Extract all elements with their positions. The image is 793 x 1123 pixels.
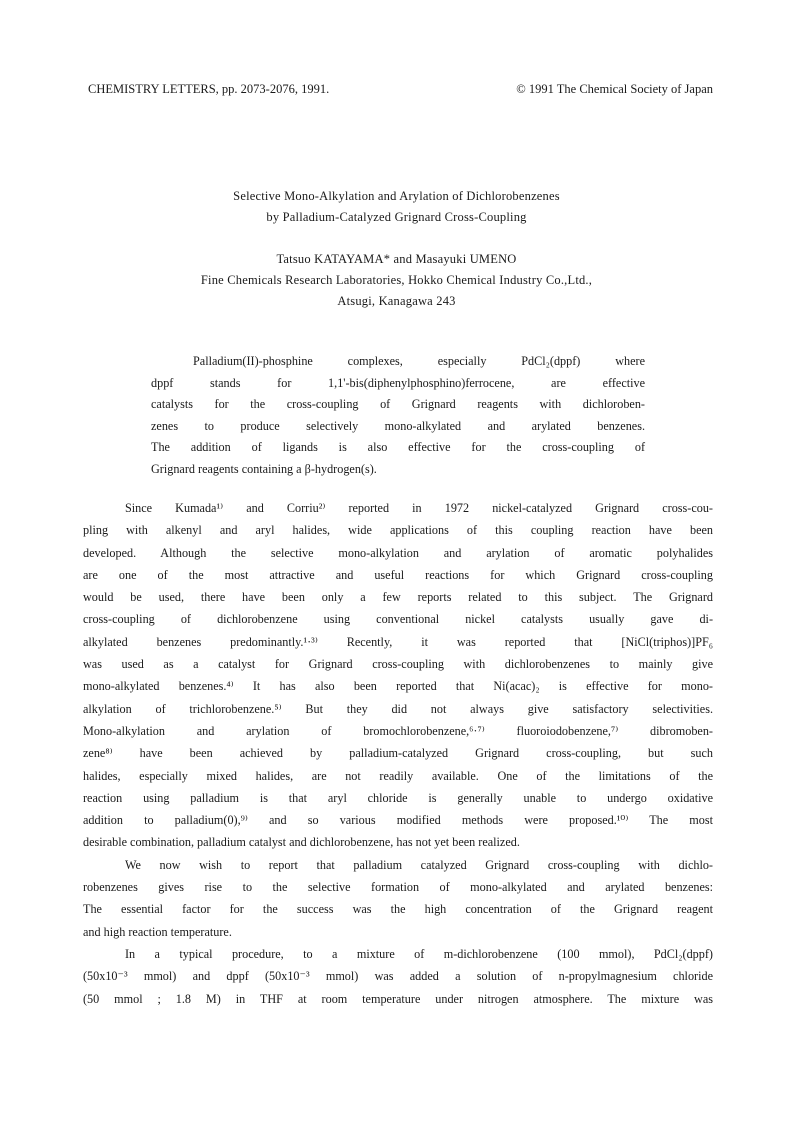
body-text (83, 497, 713, 1010)
body-line: (50 mmol ; 1.8 M) in THF at room temperature under nitrogen atmosphere. The mixture was (83, 991, 713, 1006)
body-line: reaction using palladium is that aryl chloride is generally unable to undergo oxidative (83, 790, 713, 805)
body-line: robenzenes gives rise to the selective formation of mono-alkylated and arylated benzenes: (83, 880, 713, 895)
body-line: was used as a catalyst for Grignard cross-coupling with dichlorobenzenes to mainly give (83, 657, 713, 672)
body-line: cross-coupling of dichlorobenzene using conventional nickel catalysts usually gave di- (83, 612, 713, 627)
body-line: mono-alkylated benzenes.⁴⁾ It has also been reported that Ni(acac)₂ is effective for mono- (83, 679, 713, 694)
abstract-line: Palladium(II)-phosphine complexes, especially PdCl₂(dppf) where (193, 354, 645, 368)
author-names: Tatsuo KATAYAMA* and Masayuki UMENO (276, 252, 517, 266)
body-line: In a typical procedure, to a mixture of m-dichlorobenzene (100 mmol), PdCl₂(dppf) (125, 946, 713, 961)
body-line: alkylation of trichlorobenzene.⁵⁾ But they did not always give satisfactory selectivities. (83, 701, 713, 716)
body-line: pling with alkenyl and aryl halides, wide applications of this coupling reaction have been (83, 523, 713, 538)
body-line: Since Kumada¹⁾ and Corriu²⁾ reported in 1972 nickel-catalyzed Grignard cross-cou- (125, 501, 713, 515)
abstract-line: catalysts for the cross-coupling of Grignard reagents with dichloroben- (151, 397, 645, 412)
body-line: developed. Although the selective mono-alkylation and arylation of aromatic polyhalides (83, 545, 713, 560)
abstract-line: The addition of ligands is also effective for the cross-coupling of (151, 440, 645, 455)
body-line: and high reaction temperature. (83, 924, 232, 939)
body-line: The essential factor for the success was the high concentration of the Grignard reagent (83, 902, 713, 917)
title-line-2: by Palladium-Catalyzed Grignard Cross-Coupling (266, 210, 527, 224)
body-line: We now wish to report that palladium catalyzed Grignard cross-coupling with dichlo- (125, 857, 713, 872)
author-block (0, 249, 793, 312)
copyright-notice: © 1991 The Chemical Society of Japan (516, 82, 713, 96)
running-header (88, 82, 713, 97)
abstract (151, 351, 645, 481)
abstract-line: zenes to produce selectively mono-alkylated and arylated benzenes. (151, 418, 645, 433)
body-line: (50x10⁻³ mmol) and dppf (50x10⁻³ mmol) was added a solution of n-propylmagnesium chloride (83, 969, 713, 984)
body-line: halides, especially mixed halides, are not readily available. One of the limitations of the (83, 768, 713, 783)
abstract-line: Grignard reagents containing a β-hydrogen(s). (151, 461, 377, 476)
title-line-1: Selective Mono-Alkylation and Arylation of Dichlorobenzenes (233, 189, 560, 203)
body-line: desirable combination, palladium catalyst and dichlorobenzene, has not yet been realized. (83, 835, 520, 850)
address: Atsugi, Kanagawa 243 (337, 294, 456, 308)
body-line: zene⁸⁾ have been achieved by palladium-catalyzed Grignard cross-coupling, but such (83, 746, 713, 761)
paper-title (0, 186, 793, 228)
journal-citation: CHEMISTRY LETTERS, pp. 2073-2076, 1991. (88, 82, 330, 96)
body-line: alkylated benzenes predominantly.¹·³⁾ Recently, it was reported that [NiCl(triphos)]PF₆ (83, 634, 713, 649)
affiliation: Fine Chemicals Research Laboratories, Hokko Chemical Industry Co.,Ltd., (200, 273, 593, 287)
body-line: addition to palladium(0),⁹⁾ and so various modified methods were proposed.¹⁰⁾ The most (83, 813, 713, 828)
body-line: Mono-alkylation and arylation of bromochlorobenzene,⁶·⁷⁾ fluoroiodobenzene,⁷⁾ dibromoben- (83, 723, 713, 738)
body-line: are one of the most attractive and useful reactions for which Grignard cross-coupling (83, 567, 713, 582)
body-line: would be used, there have been only a few reports related to this subject. The Grignard (83, 590, 713, 605)
abstract-line: dppf stands for 1,1'-bis(diphenylphosphino)ferrocene, are effective (151, 375, 645, 390)
